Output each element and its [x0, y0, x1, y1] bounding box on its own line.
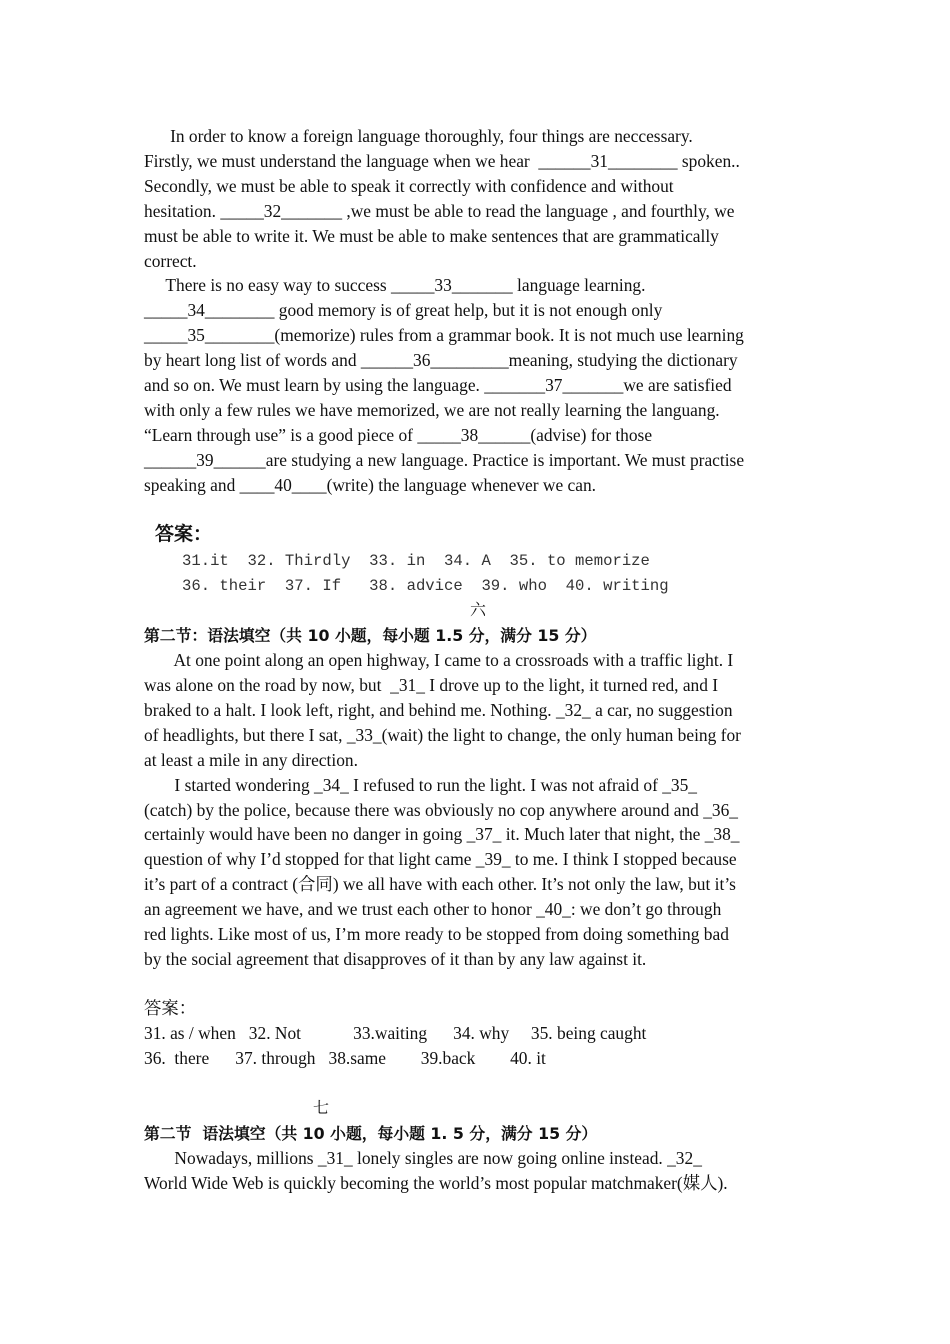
- text-line: _____35________(memorize) rules from a grammar book. It is not much use learning: [144, 325, 744, 345]
- text-line: by heart long list of words and ______36_________meaning, studying the dictionary: [144, 350, 738, 370]
- section-heading: 第二节：语法填空（共 10 小题，每小题 1.5 分，满分 15 分）: [144, 626, 597, 645]
- section-heading: 第二节 语法填空（共 10 小题，每小题 1. 5 分，满分 15 分）: [144, 1124, 598, 1143]
- section-number: 七: [313, 1100, 330, 1117]
- text-line: speaking and ____40____(write) the language whenever we can.: [144, 475, 596, 495]
- text-line: red lights. Like most of us, I’m more ready to be stopped from doing something bad: [144, 924, 729, 944]
- text-line: an agreement we have, and we trust each other to honor _40_: we don’t go through: [144, 899, 722, 919]
- answer-line: 31. as / when 32. Not 33.waiting 34. why 35. being caught: [144, 1023, 647, 1043]
- text-line: at least a mile in any direction.: [144, 750, 358, 770]
- text-line: At one point along an open highway, I came to a crossroads with a traffic light. I: [144, 650, 734, 670]
- text-line: braked to a halt. I look left, right, and behind me. Nothing. _32_ a car, no suggestion: [144, 700, 733, 720]
- answer-heading: 答案：: [155, 523, 213, 545]
- answer-line: 36. there 37. through 38.same 39.back 40. it: [144, 1048, 546, 1068]
- text-line: Nowadays, millions _31_ lonely singles are now going online instead. _32_: [144, 1148, 702, 1168]
- text-line: must be able to write it. We must be able to make sentences that are grammatically: [144, 226, 719, 246]
- text-line: correct.: [144, 251, 197, 271]
- text-line: There is no easy way to success _____33_______ language learning.: [144, 275, 646, 295]
- text-line: Secondly, we must be able to speak it correctly with confidence and without: [144, 176, 674, 196]
- text-line: _____34________ good memory is of great help, but it is not enough only: [144, 300, 663, 320]
- text-line: Firstly, we must understand the language when we hear ______31________ spoken..: [144, 151, 740, 171]
- answer-line: 36. their 37. If 38. advice 39. who 40. writing: [182, 577, 669, 595]
- text-line: hesitation. _____32_______ ,we must be able to read the language , and fourthly, we: [144, 201, 735, 221]
- text-line: “Learn through use” is a good piece of _____38______(advise) for those: [144, 425, 653, 445]
- text-line: (catch) by the police, because there was obviously no cop anywhere around and _36_: [144, 800, 738, 820]
- text-line: World Wide Web is quickly becoming the world’s most popular matchmaker(媒人).: [144, 1173, 728, 1193]
- text-line: of headlights, but there I sat, _33_(wait) the light to change, the only human being for: [144, 725, 741, 745]
- text-line: question of why I’d stopped for that light came _39_ to me. I think I stopped because: [144, 849, 737, 869]
- text-line: it’s part of a contract (合同) we all have with each other. It’s not only the law, but it’s: [144, 874, 736, 894]
- text-line: ______39______are studying a new language. Practice is important. We must practise: [144, 450, 745, 470]
- section-number: 六: [470, 602, 487, 619]
- text-line: by the social agreement that disapproves of it than by any law against it.: [144, 949, 647, 969]
- answer-heading: 答案：: [144, 998, 197, 1018]
- text-line: was alone on the road by now, but _31_ I drove up to the light, it turned red, and I: [144, 675, 719, 695]
- text-line: and so on. We must learn by using the language. _______37_______we are satisfied: [144, 375, 732, 395]
- text-line: In order to know a foreign language thoroughly, four things are neccessary.: [144, 126, 693, 146]
- answer-line: 31.it 32. Thirdly 33. in 34. A 35. to memorize: [182, 552, 650, 570]
- text-line: I started wondering _34_ I refused to run the light. I was not afraid of _35_: [144, 775, 697, 795]
- text-line: certainly would have been no danger in going _37_ it. Much later that night, the _38_: [144, 824, 740, 844]
- text-line: with only a few rules we have memorized, we are not really learning the languang.: [144, 400, 720, 420]
